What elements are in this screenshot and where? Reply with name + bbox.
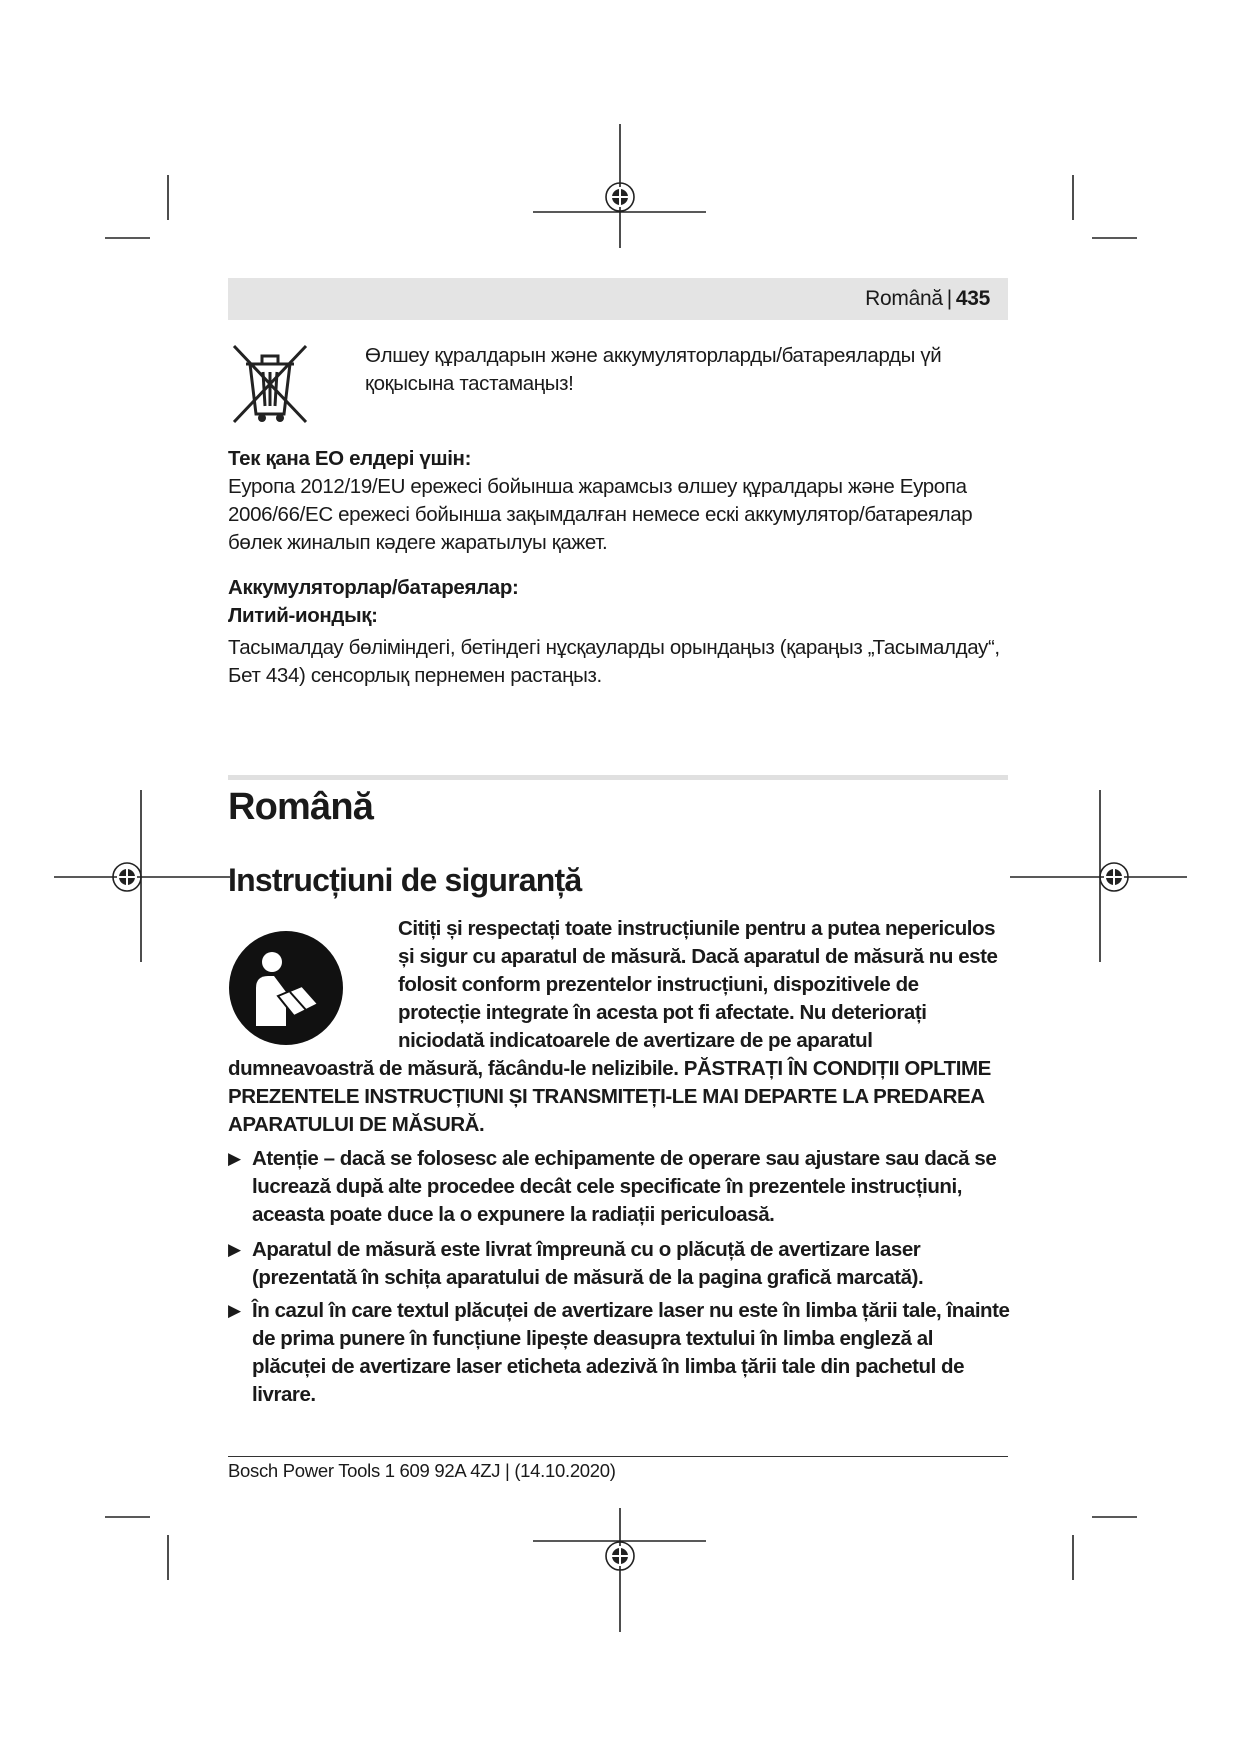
lithium-heading: Литий-иондық: bbox=[228, 604, 378, 627]
batteries-heading: Аккумуляторлар/батареялар: bbox=[228, 576, 519, 599]
footer-text: Bosch Power Tools 1 609 92A 4ZJ | (14.10.2020) bbox=[228, 1460, 616, 1481]
section-title: Română bbox=[228, 786, 374, 828]
bullet-arrow-icon: ▶ bbox=[228, 1240, 241, 1259]
eu-paragraph: Еуропа 2012/19/EU ережесі бойынша жарамсыз өлшеу құралдары және Еуропа 2006/66/EC ережесі бойынша зақымдалған немесе ескі аккумулятор/батареялар бөлек жиналып кәдеге жаратылуы қажет. bbox=[228, 475, 973, 554]
safety-intro-line: niciodată indicatoarele de avertizare de pe aparatul bbox=[398, 1029, 873, 1052]
safety-bullet bbox=[228, 1297, 1010, 1409]
safety-intro-line: protecție integrate în acesta pot fi afectate. Nu deteriorați bbox=[398, 1001, 927, 1024]
safety-bullet-text: Atenție – dacă se folosesc ale echipamente de operare sau ajustare sau dacă se lucrează după alte procedee decât cele specificate în prezentele instrucțiuni, aceasta poate duce la o expunere la radiații periculoasă. bbox=[252, 1147, 997, 1226]
crossed-out-bin-icon bbox=[230, 342, 310, 426]
header-separator: | bbox=[946, 287, 952, 310]
disposal-warning: Өлшеу құралдарын және аккумуляторларды/батареяларды үй қоқысына тастамаңыз! bbox=[365, 344, 942, 395]
safety-bullet-text: Aparatul de măsură este livrat împreună cu o plăcuță de avertizare laser (prezentată în schița aparatului de măsură de la pagina grafică marcată). bbox=[252, 1238, 924, 1289]
read-manual-icon bbox=[228, 930, 344, 1046]
safety-bullet bbox=[228, 1145, 1010, 1229]
safety-intro-line: Citiți și respectați toate instrucțiunile pentru a putea nepericulos bbox=[398, 917, 996, 940]
bullet-arrow-icon: ▶ bbox=[228, 1301, 241, 1320]
footer-rule bbox=[228, 1456, 1008, 1457]
bullet-arrow-icon: ▶ bbox=[228, 1149, 241, 1168]
section-subtitle: Instrucțiuni de siguranță bbox=[228, 862, 582, 898]
header-text bbox=[865, 287, 990, 311]
safety-intro-line: folosit conform prezentelor instrucțiuni, dispozitivele de bbox=[398, 973, 919, 996]
eu-heading: Тек қана ЕО елдері үшін: bbox=[228, 447, 472, 470]
running-header bbox=[228, 278, 1008, 320]
lithium-paragraph: Тасымалдау бөліміндегі, бетіндегі нұсқауларды орындаңыз (қараңыз „Тасымалдау“, Бет 434) сенсорлық пернемен растаңыз. bbox=[228, 636, 1000, 687]
page-number: 435 bbox=[955, 287, 990, 310]
header-language: Română bbox=[865, 287, 943, 310]
safety-intro-continuation: dumneavoastră de măsură, făcându-le nelizibile. PĂSTRAȚI ÎN CONDIȚII OPLTIME PREZENTELE INSTRUCȚIUNI ȘI TRANSMITEȚI-LE MAI DEPARTE LA PREDAREA APARATULUI DE MĂSURĂ. bbox=[228, 1057, 991, 1136]
safety-bullet bbox=[228, 1236, 1010, 1292]
safety-intro-line: și sigur cu aparatul de măsură. Dacă aparatul de măsură nu este bbox=[398, 945, 998, 968]
safety-bullet-text: În cazul în care textul plăcuței de avertizare laser nu este în limba țării tale, înainte de prima punere în funcțiune lipește deasupra textului în limba engleză al plăcuței de avertizare laser eticheta adezivă în limba țării tale din pachetul de livrare. bbox=[252, 1299, 1010, 1406]
section-divider bbox=[228, 775, 1008, 780]
